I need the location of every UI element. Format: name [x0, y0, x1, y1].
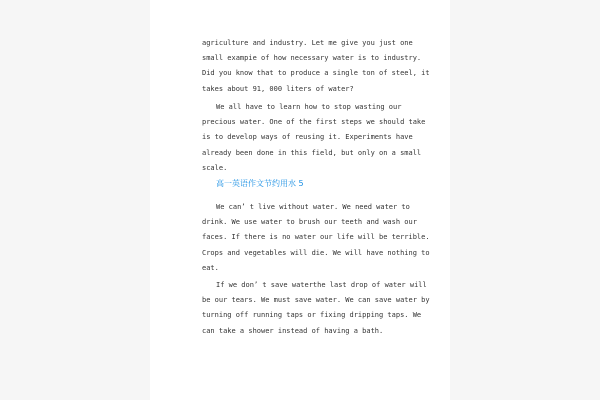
paragraph-line: Crops and vegetables will die. We will have nothing to — [202, 248, 430, 257]
paragraph-2 — [202, 100, 426, 176]
paragraph-line: agriculture and industry. Let me give you just one — [202, 39, 413, 47]
paragraph-line: Did you know that to produce a single ton of steel, it — [202, 69, 430, 78]
paragraph-line: be our tears. We must save water. We can save water by — [202, 296, 430, 305]
paragraph-line: is to develop ways of reusing it. Experiments have — [202, 133, 413, 142]
paragraph-line: turning off running taps or fixing dripping taps. We — [202, 311, 422, 320]
paragraph-4 — [202, 278, 430, 339]
paragraph-line: already been done in this field, but only on a small — [202, 148, 422, 157]
paragraph-1 — [202, 36, 430, 97]
paragraph-line: faces. If there is no water our life will be terrible. — [202, 233, 430, 242]
paragraph-line: takes about 91, 000 liters of water? — [202, 84, 354, 93]
paragraph-line: eat. — [202, 263, 219, 272]
paragraph-line: If we don’ t save waterthe last drop of water will — [216, 281, 427, 289]
paragraph-line: drink. We use water to brush our teeth and wash our — [202, 218, 417, 227]
paragraph-line: scale. — [202, 163, 228, 172]
paragraph-line: small exampie of how necessary water is to industry. — [202, 54, 422, 63]
paragraph-line: precious water. One of the first steps we should take — [202, 118, 426, 127]
paragraph-line: We can’ t live without water. We need water to — [216, 203, 410, 211]
document-page — [150, 0, 450, 400]
paragraph-line: can take a shower instead of having a bath. — [202, 326, 384, 335]
section-heading: 高一英语作文节约用水 5 — [216, 179, 304, 188]
paragraph-line: We all have to learn how to stop wasting our — [216, 103, 402, 111]
paragraph-3 — [202, 200, 430, 276]
